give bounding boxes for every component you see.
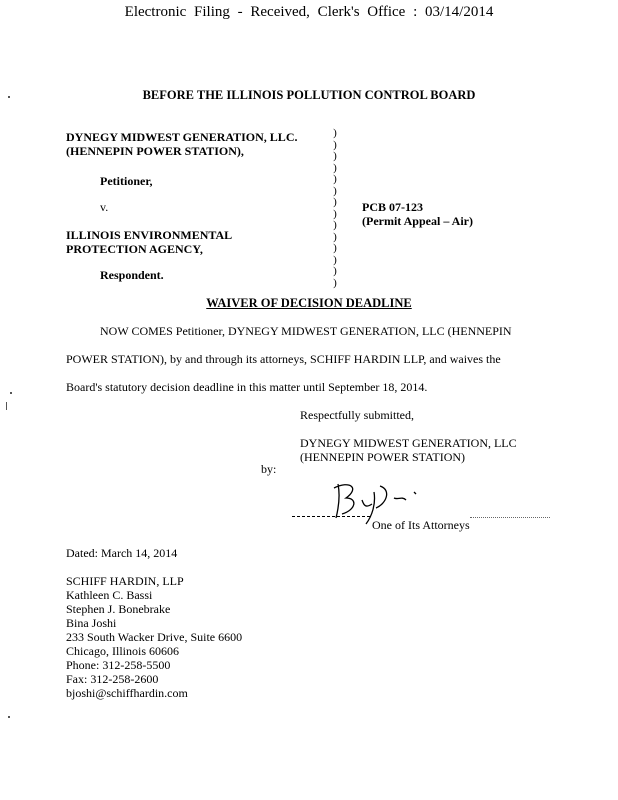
- attorney-name: Stephen J. Bonebrake: [66, 602, 171, 616]
- respondent-role: Respondent.: [100, 268, 164, 282]
- petitioner-name-line-2: (HENNEPIN POWER STATION),: [66, 144, 244, 158]
- firm-email: bjoshi@schiffhardin.com: [66, 686, 188, 700]
- one-of-its-attorneys: One of Its Attorneys: [372, 518, 470, 532]
- attorney-name: Kathleen C. Bassi: [66, 588, 153, 602]
- petitioner-name-line-1: DYNEGY MIDWEST GENERATION, LLC.: [66, 130, 298, 144]
- body-line-1: NOW COMES Petitioner, DYNEGY MIDWEST GENERATION, LLC (HENNEPIN: [100, 324, 512, 338]
- signature-line: [292, 516, 370, 517]
- signing-party-line-1: DYNEGY MIDWEST GENERATION, LLC: [300, 436, 517, 450]
- petitioner-name: [66, 130, 297, 158]
- firm-address-street: 233 South Wacker Drive, Suite 6600: [66, 630, 243, 644]
- attorney-name: Bina Joshi: [66, 616, 117, 630]
- firm-name: SCHIFF HARDIN, LLP: [66, 574, 184, 588]
- signature-line-trail: [470, 517, 550, 518]
- board-title: BEFORE THE ILLINOIS POLLUTION CONTROL BOARD: [142, 88, 476, 102]
- firm-phone: Phone: 312-258-5500: [66, 658, 171, 672]
- signing-party: [300, 436, 517, 464]
- caption-parentheses: ) ) ) ) ) ) ) ) ) ) ) ) ) ): [333, 127, 337, 289]
- respondent-name-line-2: PROTECTION AGENCY,: [66, 242, 203, 256]
- petitioner-role: Petitioner,: [100, 174, 153, 188]
- body-line-2: POWER STATION), by and through its attorneys, SCHIFF HARDIN LLP, and waives the: [66, 352, 501, 366]
- case-type: (Permit Appeal – Air): [362, 214, 473, 228]
- respectfully-submitted: Respectfully submitted,: [300, 408, 414, 422]
- signing-party-line-2: (HENNEPIN POWER STATION): [300, 450, 466, 464]
- case-number: PCB 07-123: [362, 200, 423, 214]
- respondent-name-line-1: ILLINOIS ENVIRONMENTAL: [66, 228, 233, 242]
- scan-speck: [6, 402, 7, 410]
- firm-fax: Fax: 312-258-2600: [66, 672, 159, 686]
- firm-address-city: Chicago, Illinois 60606: [66, 644, 179, 658]
- versus-label: v.: [100, 200, 109, 214]
- by-label: by:: [261, 462, 277, 476]
- body-line-3: Board's statutory decision deadline in this matter until September 18, 2014.: [66, 380, 428, 394]
- waiver-heading: WAIVER OF DECISION DEADLINE: [206, 296, 412, 310]
- scan-speck: [10, 392, 12, 394]
- law-firm-block: [66, 574, 242, 700]
- scan-speck: [8, 716, 10, 718]
- dated-line: Dated: March 14, 2014: [66, 546, 178, 560]
- respondent-name: [66, 228, 232, 256]
- filing-stamp: Electronic Filing - Received, Clerk's Office : 03/14/2014: [124, 4, 494, 20]
- scan-speck: [8, 96, 10, 98]
